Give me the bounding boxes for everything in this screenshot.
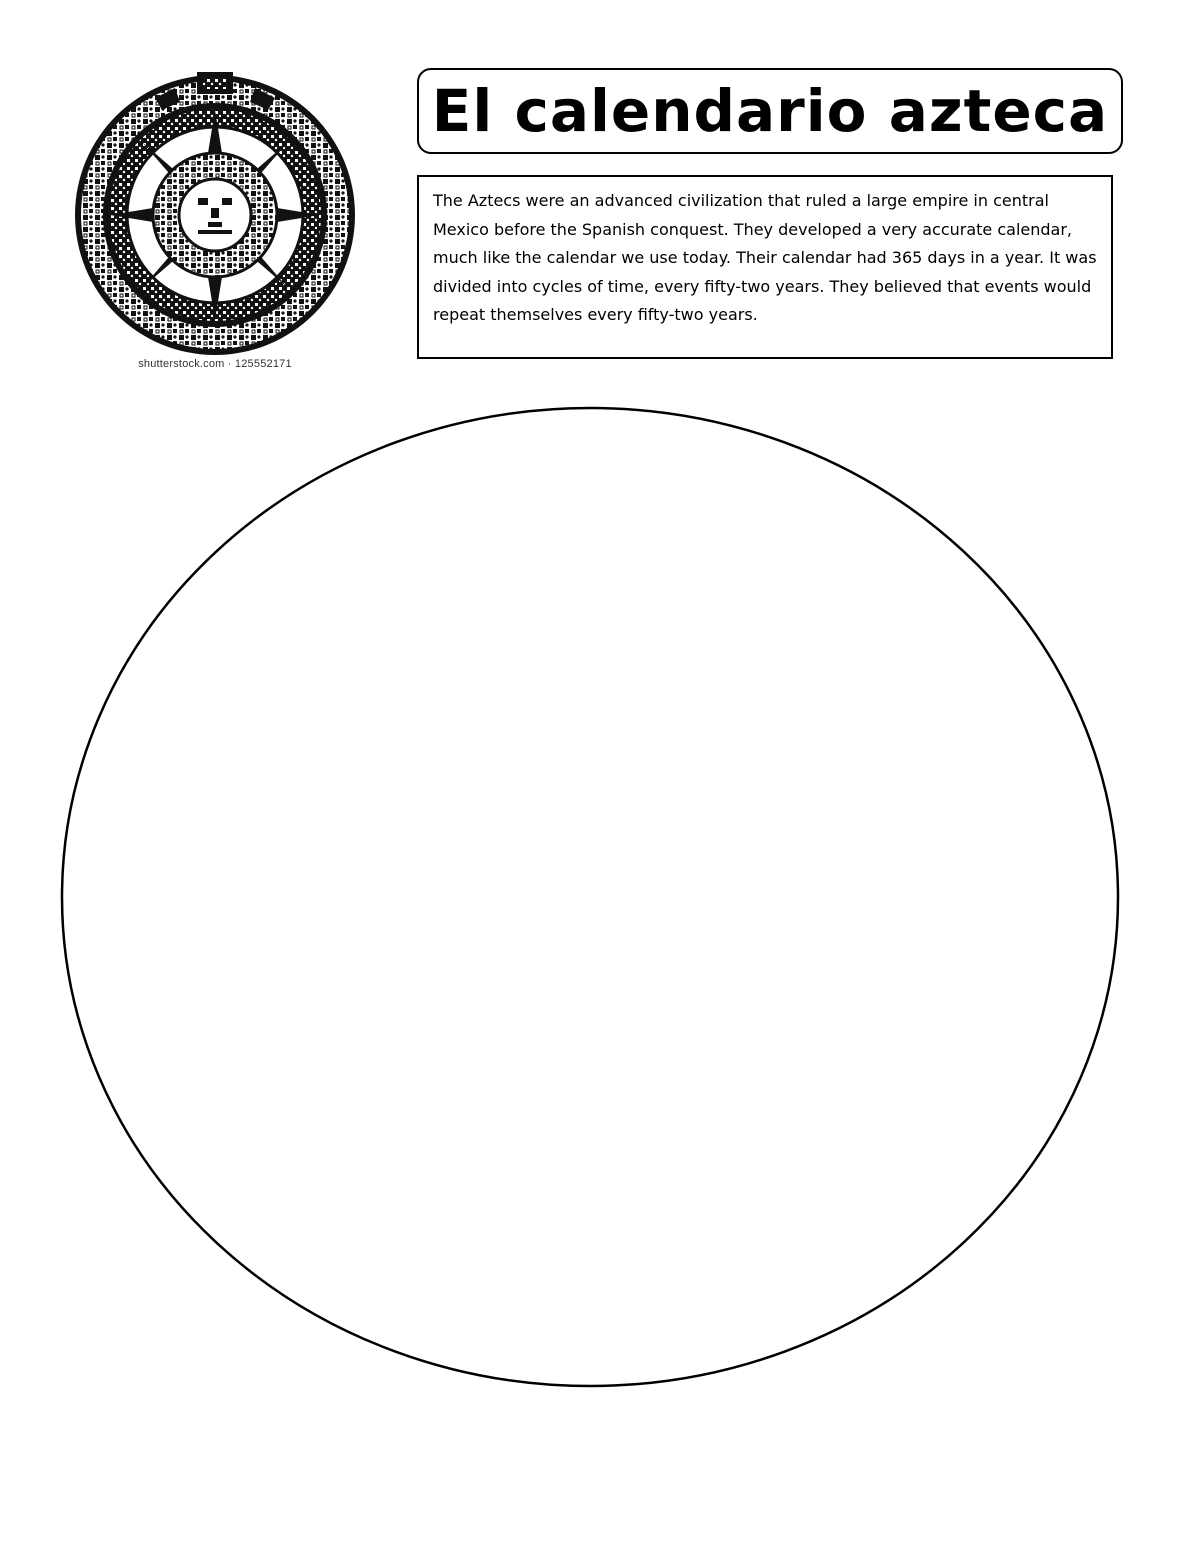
description-text: The Aztecs were an advanced civilization that ruled a large empire in central Mexico before the Spanish conquest. They developed a very accurate calendar, much like the calendar we use today. Their calendar had 365 days in a year. It was divided into cycles of time, every fifty-two years. They believed that events would repeat themselves every fifty-two years. xyxy=(433,191,1097,324)
description-box xyxy=(417,175,1113,359)
page-title: El calendario azteca xyxy=(431,77,1109,145)
drawing-circle xyxy=(60,406,1120,1388)
title-box xyxy=(417,68,1123,154)
image-watermark: shutterstock.com · 125552171 xyxy=(138,358,292,370)
aztec-calendar-icon xyxy=(70,70,360,360)
